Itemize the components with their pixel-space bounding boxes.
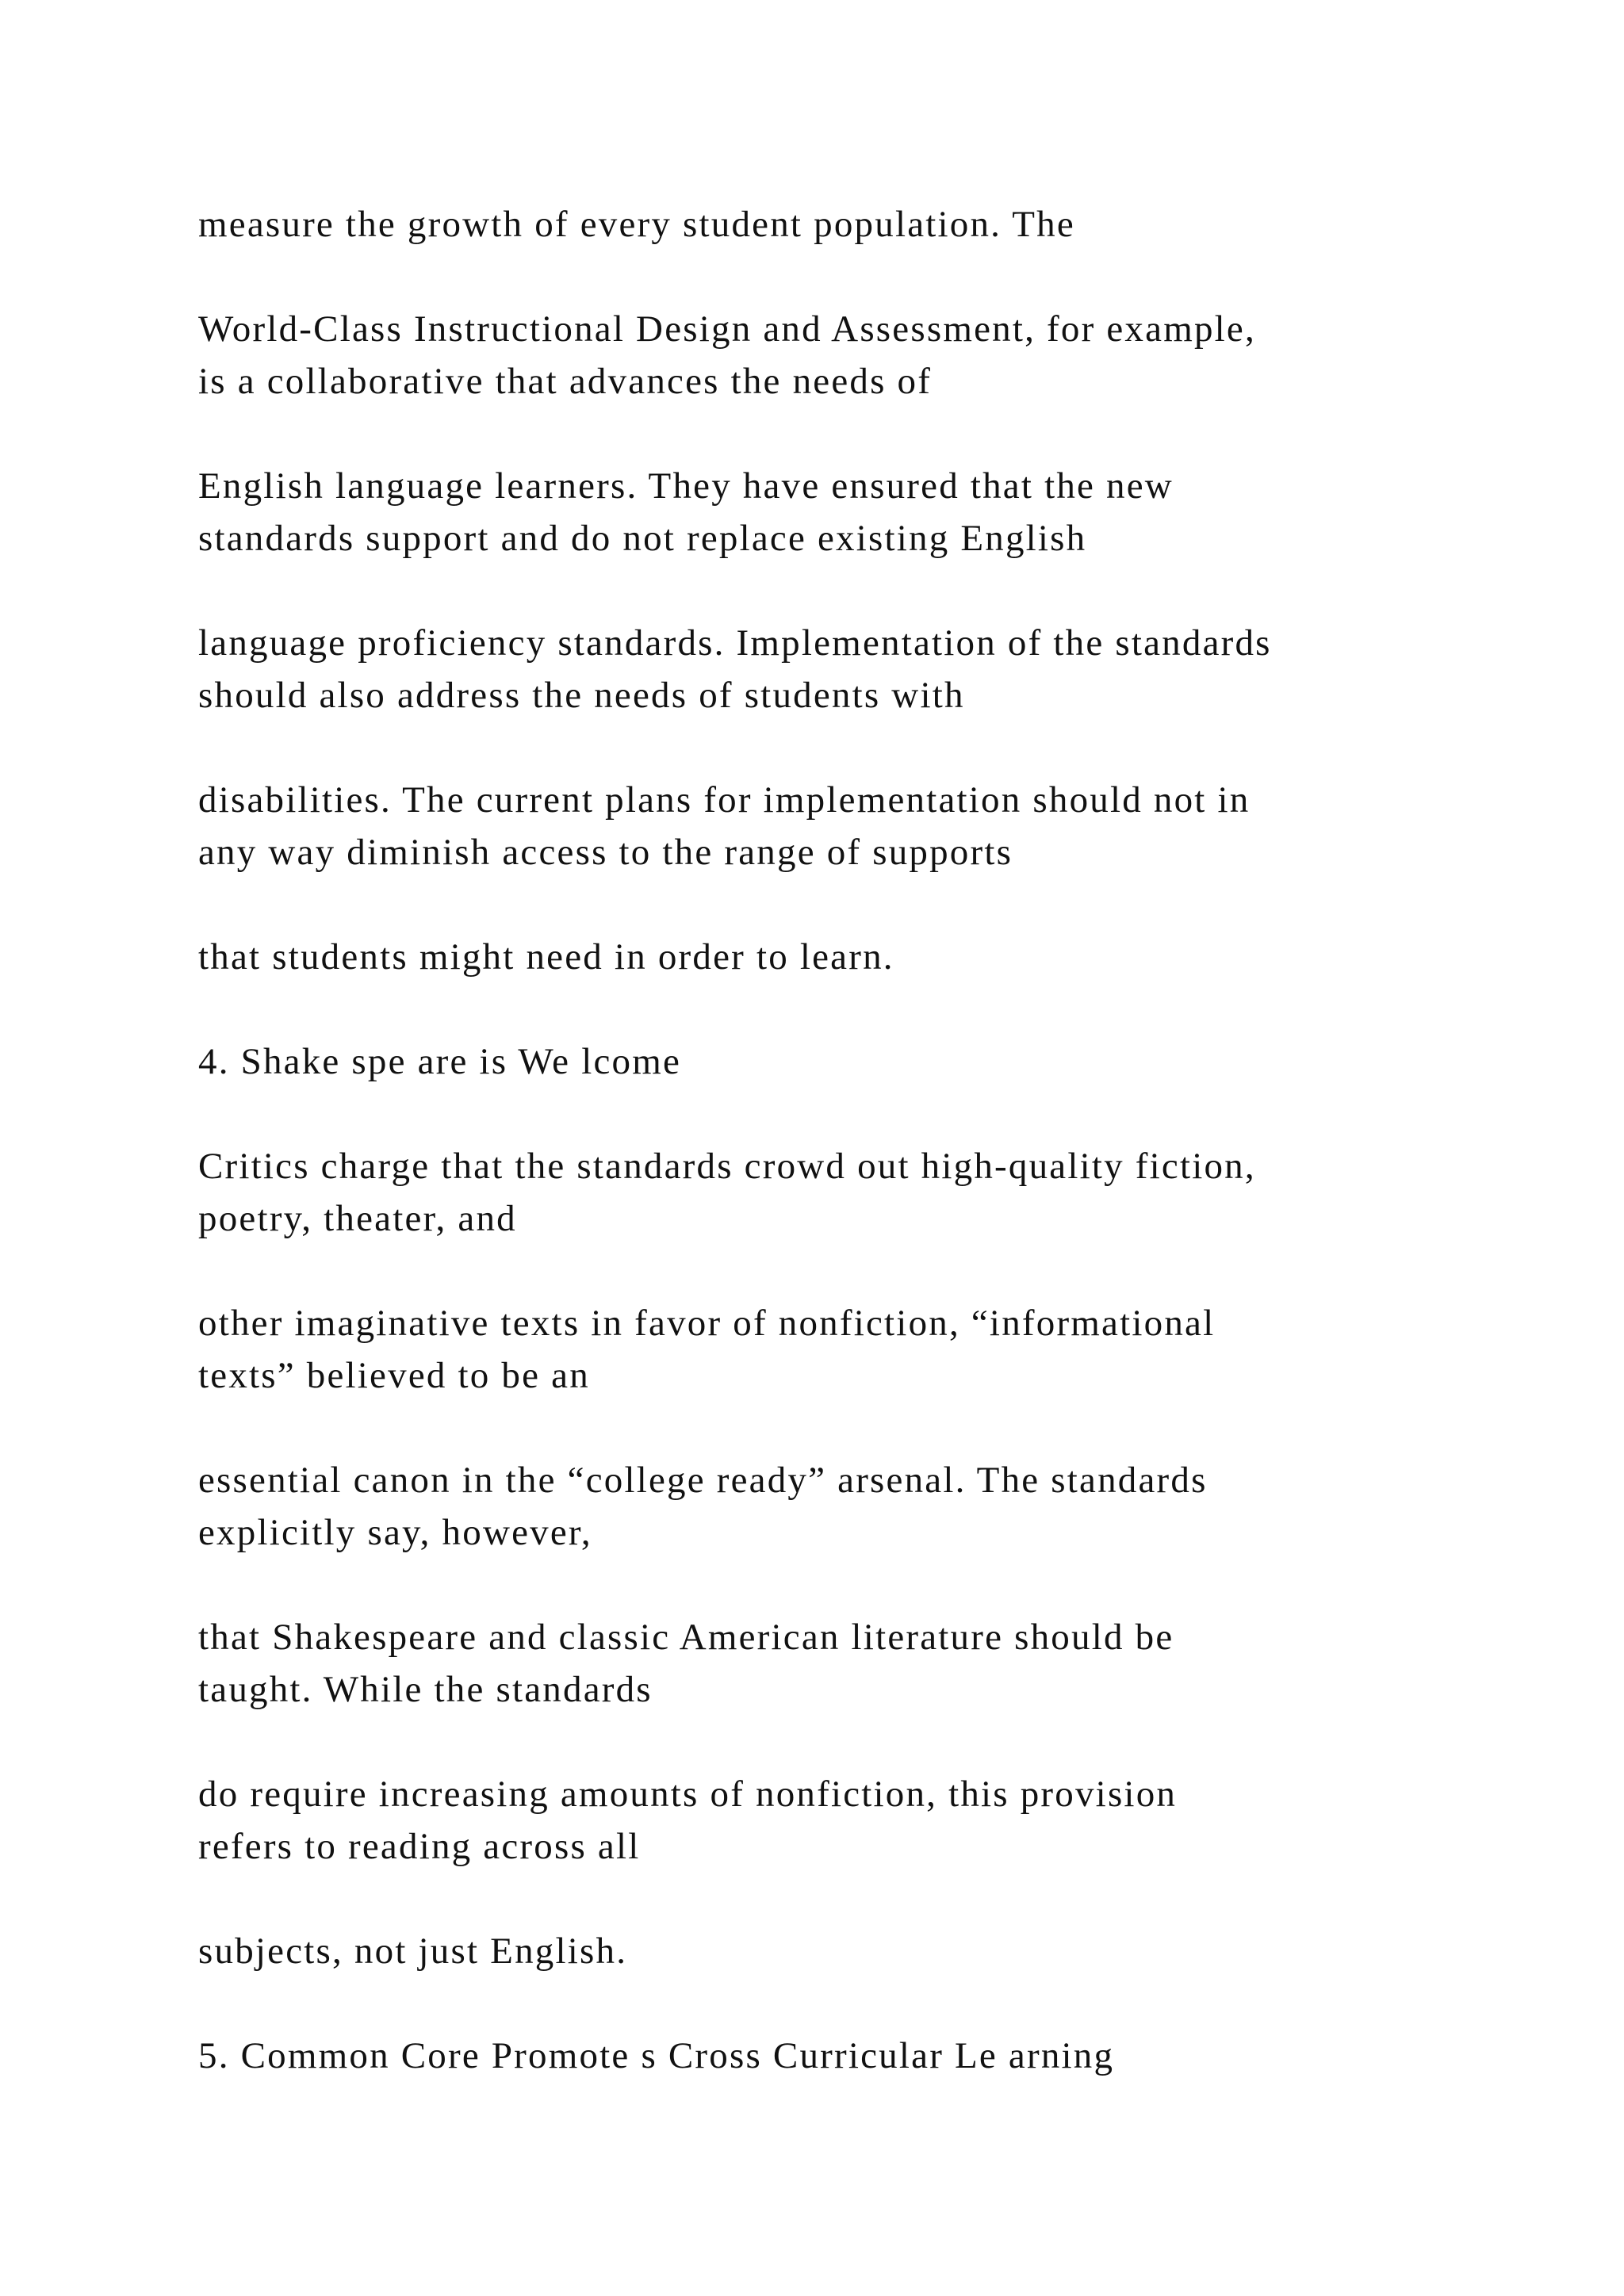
text-line: do require increasing amounts of nonfiction, this provision <box>198 1774 1178 1815</box>
paragraph <box>198 1140 1467 1245</box>
text-line: other imaginative texts in favor of nonfiction, “informational <box>198 1303 1216 1344</box>
paragraph <box>198 1611 1467 1716</box>
paragraph <box>198 460 1467 564</box>
text-line: 4. Shake spe are is We lcome <box>198 1041 682 1082</box>
text-line: English language learners. They have ensured that the new <box>198 465 1174 507</box>
text-line: any way diminish access to the range of supports <box>198 832 1013 873</box>
text-line: poetry, theater, and <box>198 1198 517 1239</box>
section-heading <box>198 2030 1467 2082</box>
paragraph <box>198 774 1467 878</box>
text-line: that Shakespeare and classic American literature should be <box>198 1617 1174 1658</box>
paragraph <box>198 303 1467 408</box>
text-line: should also address the needs of students with <box>198 675 965 716</box>
text-line: standards support and do not replace existing English <box>198 518 1087 559</box>
text-line: 5. Common Core Promote s Cross Curricular Le arning <box>198 2035 1115 2076</box>
text-line: subjects, not just English. <box>198 1931 628 1972</box>
paragraph <box>198 198 1467 251</box>
paragraph <box>198 1925 1467 1977</box>
paragraph <box>198 931 1467 983</box>
text-line: language proficiency standards. Implementation of the standards <box>198 622 1272 664</box>
section-heading <box>198 1035 1467 1088</box>
text-line: World-Class Instructional Design and Assessment, for example, <box>198 308 1256 350</box>
text-line: is a collaborative that advances the needs of <box>198 361 933 402</box>
text-line: explicitly say, however, <box>198 1512 592 1553</box>
text-line: Critics charge that the standards crowd out high-quality fiction, <box>198 1146 1256 1187</box>
paragraph <box>198 1297 1467 1402</box>
text-line: taught. While the standards <box>198 1669 653 1710</box>
text-line: measure the growth of every student population. The <box>198 204 1075 245</box>
paragraph <box>198 1768 1467 1873</box>
text-line: essential canon in the “college ready” arsenal. The standards <box>198 1460 1208 1501</box>
text-line: texts” believed to be an <box>198 1355 590 1396</box>
paragraph <box>198 617 1467 721</box>
paragraph <box>198 1454 1467 1559</box>
text-line: that students might need in order to learn. <box>198 936 894 978</box>
text-line: refers to reading across all <box>198 1826 641 1867</box>
text-line: disabilities. The current plans for implementation should not in <box>198 779 1251 821</box>
